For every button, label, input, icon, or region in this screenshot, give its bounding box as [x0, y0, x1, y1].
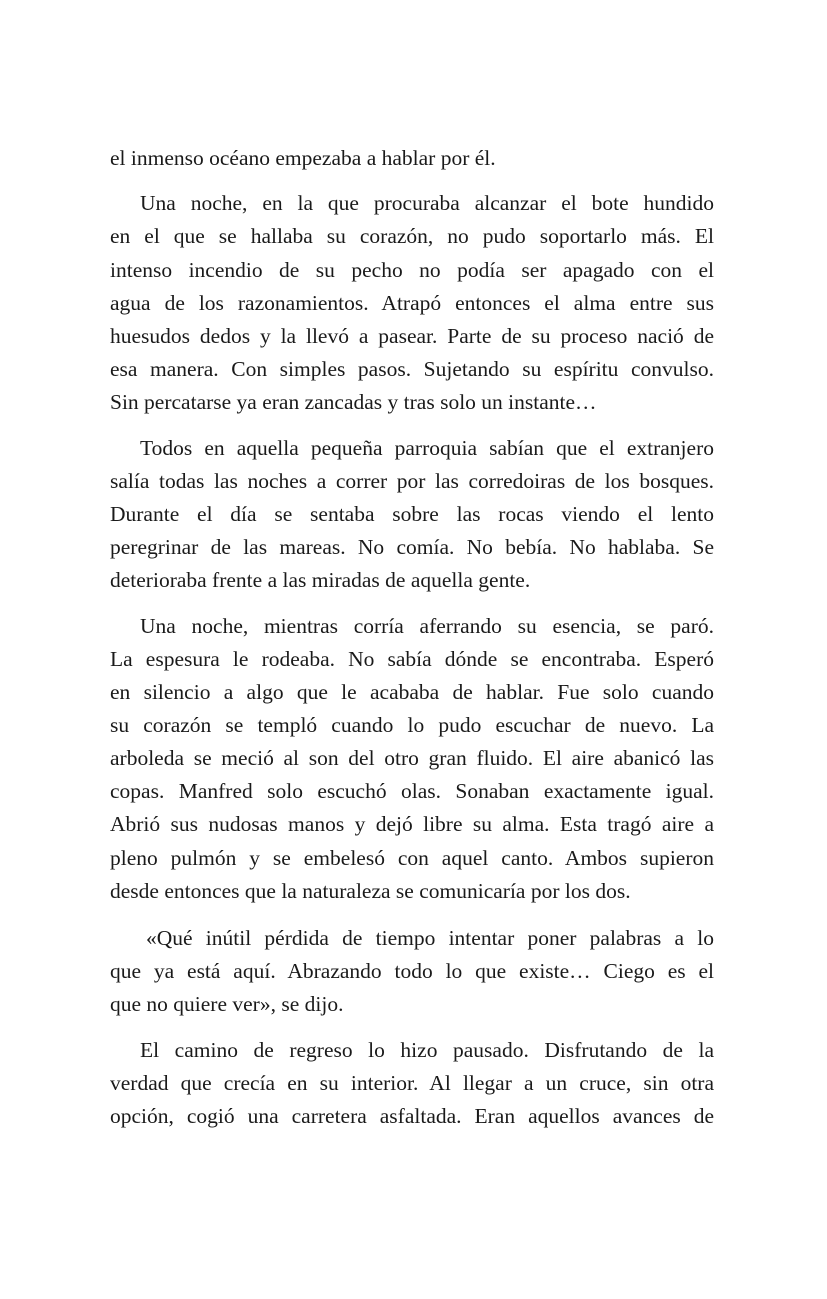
text-line: Durante el día se sentaba sobre las rocas viendo el lento: [110, 502, 714, 526]
text-line: El camino de regreso lo hizo pausado. Disfrutando de la: [140, 1038, 714, 1062]
text-line: esa manera. Con simples pasos. Sujetando su espíritu convulso.: [110, 357, 714, 381]
text-line: huesudos dedos y la llevó a pasear. Parte de su proceso nació de: [110, 324, 714, 348]
text-line: en el que se hallaba su corazón, no pudo soportarlo más. El: [110, 224, 714, 248]
text-line: que no quiere ver», se dijo.: [110, 992, 344, 1016]
text-line: su corazón se templó cuando lo pudo escuchar de nuevo. La: [110, 713, 714, 737]
text-line: que ya está aquí. Abrazando todo lo que existe… Ciego es el: [110, 959, 714, 983]
text-line: «Qué inútil pérdida de tiempo intentar poner palabras a lo: [146, 926, 714, 950]
text-line: arboleda se meció al son del otro gran fluido. El aire abanicó las: [110, 746, 714, 770]
text-line: Una noche, en la que procuraba alcanzar el bote hundido: [140, 191, 714, 215]
text-line: pleno pulmón y se embelesó con aquel canto. Ambos supieron: [110, 846, 714, 870]
text-line: desde entonces que la naturaleza se comunicaría por los dos.: [110, 879, 631, 903]
text-line: copas. Manfred solo escuchó olas. Sonaban exactamente igual.: [110, 779, 714, 803]
text-line: opción, cogió una carretera asfaltada. Eran aquellos avances de: [110, 1104, 714, 1128]
text-line: Sin percatarse ya eran zancadas y tras solo un instante…: [110, 390, 597, 414]
text-line: intenso incendio de su pecho no podía ser apagado con el: [110, 258, 714, 282]
text-line: La espesura le rodeaba. No sabía dónde se encontraba. Esperó: [110, 647, 714, 671]
text-line: deterioraba frente a las miradas de aquella gente.: [110, 568, 531, 592]
text-line: verdad que crecía en su interior. Al llegar a un cruce, sin otra: [110, 1071, 714, 1095]
text-line: el inmenso océano empezaba a hablar por él.: [110, 146, 496, 170]
text-line: Abrió sus nudosas manos y dejó libre su alma. Esta tragó aire a: [110, 812, 714, 836]
text-line: agua de los razonamientos. Atrapó entonces el alma entre sus: [110, 291, 714, 315]
text-line: peregrinar de las mareas. No comía. No bebía. No hablaba. Se: [110, 535, 714, 559]
text-line: Todos en aquella pequeña parroquia sabían que el extranjero: [140, 436, 714, 460]
text-line: salía todas las noches a correr por las corredoiras de los bosques.: [110, 469, 714, 493]
text-line: Una noche, mientras corría aferrando su esencia, se paró.: [140, 614, 714, 638]
text-line: en silencio a algo que le acababa de hablar. Fue solo cuando: [110, 680, 714, 704]
